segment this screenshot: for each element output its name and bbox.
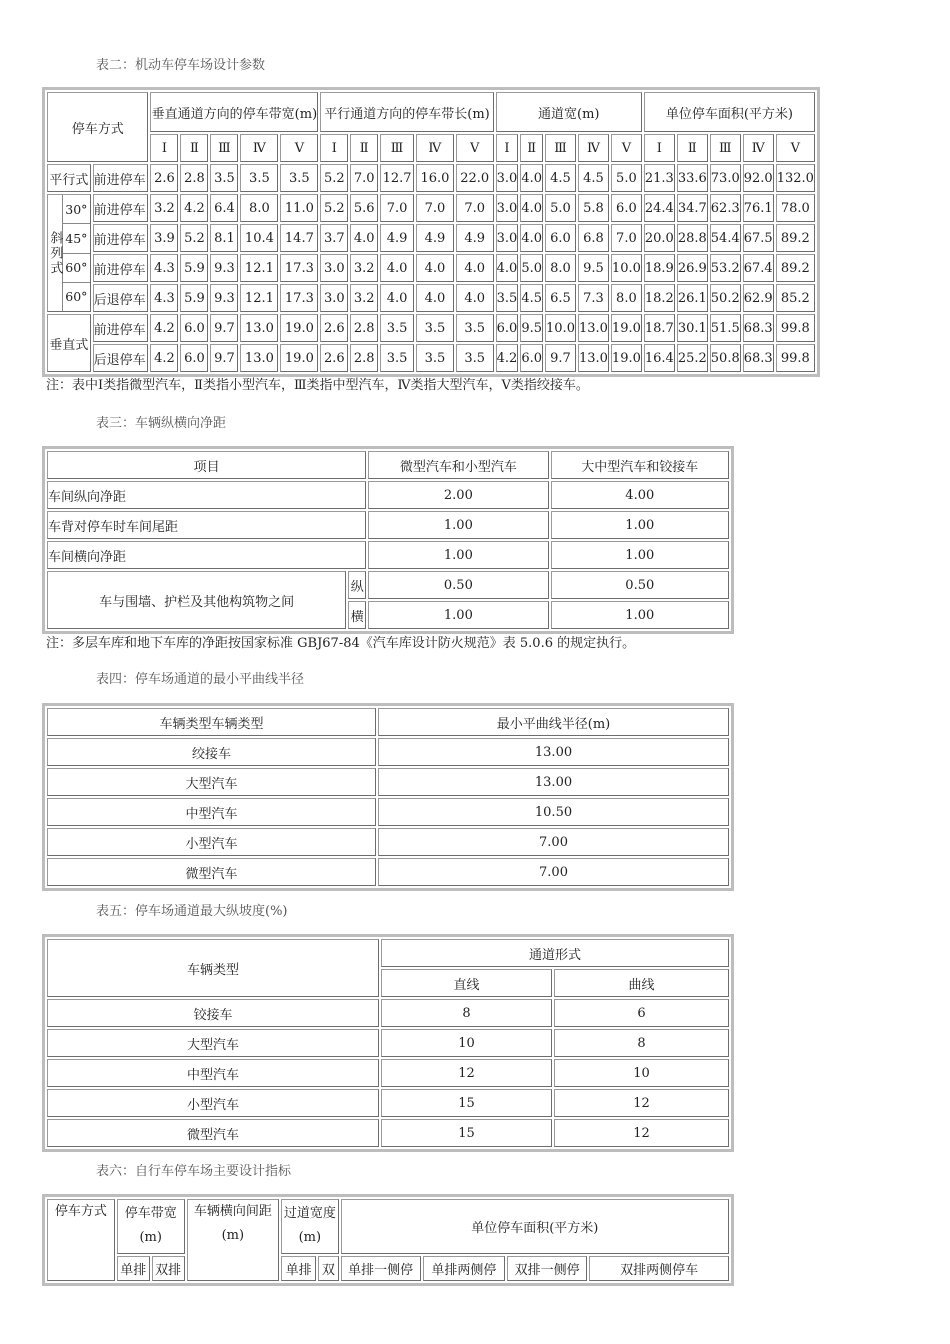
value-cell: 68.3 <box>743 344 774 372</box>
table5-caption: 表五：停车场通道最大纵坡度(%) <box>96 904 288 919</box>
parking-mode <box>93 344 149 372</box>
angle-label: 60° <box>65 289 88 305</box>
value-cell: 6.0 <box>520 344 543 372</box>
class-header: Ⅱ <box>677 134 708 162</box>
t6-sub-area: 双排两侧停车 <box>589 1256 729 1281</box>
t4-vehicle: 小型汽车 <box>47 828 376 856</box>
t5-header-curve: 曲线 <box>554 969 729 997</box>
table-row <box>47 194 815 222</box>
value-cell: 30.1 <box>677 314 708 342</box>
group-parallel: 平行式 <box>47 164 91 192</box>
t3-value-large: 1.00 <box>551 511 729 539</box>
t5-vehicle: 小型汽车 <box>47 1089 379 1117</box>
value-cell: 21.3 <box>644 164 675 192</box>
class-header: Ⅴ <box>280 134 318 162</box>
value-cell: 19.0 <box>280 344 318 372</box>
t4-vehicle: 微型汽车 <box>47 858 376 886</box>
class-header: Ⅱ <box>520 134 543 162</box>
value-cell: 12.1 <box>240 284 278 312</box>
table-row <box>47 254 815 282</box>
t6-sub-area: 单排一侧停 <box>341 1256 421 1281</box>
value-cell: 3.5 <box>380 344 414 372</box>
value-cell: 54.4 <box>710 224 741 252</box>
value-cell: 33.6 <box>677 164 708 192</box>
value-cell: 18.7 <box>644 314 675 342</box>
header-par-length: 平行通道方向的停车带长(m) <box>320 92 493 132</box>
table3-caption: 表三：车辆纵横向净距 <box>96 416 227 431</box>
value-cell: 2.6 <box>320 314 348 342</box>
t4-radius: 7.00 <box>378 828 729 856</box>
t3-sub-key: 横 <box>348 601 366 629</box>
t3-header-small: 微型汽车和小型汽车 <box>368 451 548 479</box>
value-cell: 4.0 <box>456 284 494 312</box>
value-cell: 19.0 <box>280 314 318 342</box>
value-cell: 19.0 <box>611 314 642 342</box>
value-cell: 7.0 <box>456 194 494 222</box>
value-cell: 6.0 <box>180 344 208 372</box>
value-cell: 3.2 <box>150 194 178 222</box>
value-cell: 16.4 <box>644 344 675 372</box>
parking-mode-label: 前进停车 <box>93 232 146 248</box>
value-cell: 92.0 <box>743 164 774 192</box>
t3-value-large: 4.00 <box>551 481 729 509</box>
value-cell: 4.0 <box>416 284 454 312</box>
value-cell: 6.0 <box>611 194 642 222</box>
value-cell: 50.8 <box>710 344 741 372</box>
value-cell: 3.0 <box>320 284 348 312</box>
vehicle-clearance-table <box>42 446 734 634</box>
group-oblique-label: 斜列式 <box>48 195 63 311</box>
t3-sub-key: 纵 <box>348 571 366 599</box>
t3-value-small: 1.00 <box>368 541 548 569</box>
t3-header-large: 大中型汽车和铰接车 <box>551 451 729 479</box>
class-header: Ⅲ <box>210 134 238 162</box>
value-cell: 3.5 <box>280 164 318 192</box>
t6-sub-area: 单排两侧停 <box>423 1256 505 1281</box>
class-header: Ⅳ <box>743 134 774 162</box>
t5-header-type: 车辆类型 <box>47 939 379 997</box>
value-cell: 51.5 <box>710 314 741 342</box>
table-row <box>47 858 729 886</box>
class-header: Ⅲ <box>545 134 576 162</box>
table-row <box>47 284 815 312</box>
value-cell: 3.5 <box>456 314 494 342</box>
parking-mode <box>93 164 149 192</box>
class-header: Ⅰ <box>644 134 675 162</box>
value-cell: 3.5 <box>456 344 494 372</box>
group-oblique <box>47 194 91 312</box>
t3-value-small: 2.00 <box>368 481 548 509</box>
value-cell: 18.9 <box>644 254 675 282</box>
value-cell: 3.0 <box>320 254 348 282</box>
table-row <box>47 344 815 372</box>
group-vertical: 垂直式 <box>47 314 91 372</box>
value-cell: 9.7 <box>210 344 238 372</box>
value-cell: 13.0 <box>240 344 278 372</box>
value-cell: 3.7 <box>320 224 348 252</box>
t4-radius: 13.00 <box>378 738 729 766</box>
value-cell: 4.0 <box>520 194 543 222</box>
max-slope-table <box>42 934 734 1152</box>
value-cell: 4.9 <box>380 224 414 252</box>
value-cell: 4.0 <box>520 164 543 192</box>
angle-label: 60° <box>63 254 90 283</box>
t6-header-width: 停车带宽(m) <box>117 1199 185 1254</box>
angle-label: 30° <box>63 195 90 224</box>
value-cell: 73.0 <box>710 164 741 192</box>
table-row <box>47 999 729 1027</box>
t5-header-group: 通道形式 <box>381 939 729 967</box>
value-cell: 85.2 <box>776 284 815 312</box>
parking-mode-label: 前进停车 <box>93 262 146 278</box>
table-row <box>47 224 815 252</box>
value-cell: 62.3 <box>710 194 741 222</box>
t5-straight: 15 <box>381 1089 552 1117</box>
value-cell: 26.9 <box>677 254 708 282</box>
value-cell: 4.0 <box>456 254 494 282</box>
value-cell: 62.9 <box>743 284 774 312</box>
value-cell: 4.3 <box>150 254 178 282</box>
value-cell: 3.2 <box>350 284 378 312</box>
parking-mode-label: 后退停车 <box>93 292 146 308</box>
value-cell: 67.4 <box>743 254 774 282</box>
value-cell: 7.3 <box>578 284 609 312</box>
value-cell: 13.0 <box>578 314 609 342</box>
t6-header-area: 单位停车面积(平方米) <box>341 1199 729 1254</box>
value-cell: 9.7 <box>210 314 238 342</box>
t5-straight: 12 <box>381 1059 552 1087</box>
value-cell: 12.1 <box>240 254 278 282</box>
table-row <box>47 511 729 539</box>
t4-vehicle: 中型汽车 <box>47 798 376 826</box>
t6-sub-aisle: 单排 <box>281 1256 316 1281</box>
value-cell: 16.0 <box>416 164 454 192</box>
value-cell: 9.7 <box>545 344 576 372</box>
value-cell: 4.0 <box>416 254 454 282</box>
parking-mode-label: 前进停车 <box>93 322 146 338</box>
table-row <box>47 768 729 796</box>
table-row <box>47 738 729 766</box>
value-cell: 4.5 <box>578 164 609 192</box>
class-header: Ⅴ <box>776 134 815 162</box>
table-row <box>47 481 729 509</box>
value-cell: 9.3 <box>210 284 238 312</box>
value-cell: 4.0 <box>496 254 519 282</box>
class-header: Ⅰ <box>320 134 348 162</box>
value-cell: 20.0 <box>644 224 675 252</box>
value-cell: 2.8 <box>180 164 208 192</box>
value-cell: 4.3 <box>150 284 178 312</box>
angle-label: 45° <box>63 224 90 253</box>
t6-sub-width: 双排 <box>152 1256 185 1281</box>
value-cell: 6.0 <box>496 314 519 342</box>
value-cell: 8.0 <box>240 194 278 222</box>
value-cell: 7.0 <box>350 164 378 192</box>
value-cell: 5.2 <box>320 164 348 192</box>
value-cell: 4.9 <box>416 224 454 252</box>
t6-sub-aisle: 双 <box>318 1256 339 1281</box>
value-cell: 5.6 <box>350 194 378 222</box>
t3-item: 车间横向净距 <box>47 541 366 569</box>
value-cell: 6.8 <box>578 224 609 252</box>
value-cell: 5.0 <box>545 194 576 222</box>
parking-mode <box>93 314 149 342</box>
class-header: Ⅲ <box>380 134 414 162</box>
bicycle-parking-table <box>42 1194 734 1286</box>
t4-radius: 7.00 <box>378 858 729 886</box>
value-cell: 4.2 <box>496 344 519 372</box>
parking-mode <box>93 254 149 282</box>
table4-caption: 表四：停车场通道的最小平曲线半径 <box>96 672 305 687</box>
value-cell: 26.1 <box>677 284 708 312</box>
value-cell: 4.0 <box>380 254 414 282</box>
value-cell: 78.0 <box>776 194 815 222</box>
value-cell: 3.5 <box>240 164 278 192</box>
value-cell: 89.2 <box>776 224 815 252</box>
value-cell: 4.5 <box>545 164 576 192</box>
value-cell: 3.5 <box>416 344 454 372</box>
header-perp-width: 垂直通道方向的停车带宽(m) <box>150 92 318 132</box>
class-header: Ⅳ <box>578 134 609 162</box>
value-cell: 76.1 <box>743 194 774 222</box>
t5-straight: 10 <box>381 1029 552 1057</box>
table-row <box>47 541 729 569</box>
t3-sub-a: 0.50 <box>368 571 548 599</box>
header-mode: 停车方式 <box>47 92 148 162</box>
value-cell: 3.5 <box>416 314 454 342</box>
t5-curve: 8 <box>554 1029 729 1057</box>
value-cell: 68.3 <box>743 314 774 342</box>
t6-header-aisle: 过道宽度(m) <box>281 1199 338 1254</box>
value-cell: 13.0 <box>578 344 609 372</box>
value-cell: 8.0 <box>545 254 576 282</box>
value-cell: 4.9 <box>456 224 494 252</box>
t5-vehicle: 微型汽车 <box>47 1119 379 1147</box>
value-cell: 14.7 <box>280 224 318 252</box>
table6-caption: 表六：自行车停车场主要设计指标 <box>96 1164 292 1179</box>
value-cell: 8.0 <box>611 284 642 312</box>
value-cell: 25.2 <box>677 344 708 372</box>
value-cell: 67.5 <box>743 224 774 252</box>
value-cell: 2.8 <box>350 314 378 342</box>
value-cell: 99.8 <box>776 314 815 342</box>
parking-mode <box>93 284 149 312</box>
value-cell: 11.0 <box>280 194 318 222</box>
t3-header-item: 项目 <box>47 451 366 479</box>
value-cell: 5.8 <box>578 194 609 222</box>
t5-curve: 6 <box>554 999 729 1027</box>
value-cell: 132.0 <box>776 164 815 192</box>
value-cell: 3.0 <box>496 194 519 222</box>
value-cell: 50.2 <box>710 284 741 312</box>
value-cell: 5.9 <box>180 284 208 312</box>
value-cell: 9.3 <box>210 254 238 282</box>
table-row <box>47 798 729 826</box>
t5-vehicle: 大型汽车 <box>47 1029 379 1057</box>
value-cell: 13.0 <box>240 314 278 342</box>
t4-vehicle: 绞接车 <box>47 738 376 766</box>
min-curve-radius-table <box>42 703 734 891</box>
value-cell: 4.0 <box>520 224 543 252</box>
value-cell: 2.6 <box>320 344 348 372</box>
t4-header-type: 车辆类型车辆类型 <box>47 708 376 736</box>
t3-value-large: 1.00 <box>551 541 729 569</box>
value-cell: 10.0 <box>545 314 576 342</box>
t3-value-small: 1.00 <box>368 511 548 539</box>
parking-design-table <box>42 87 820 377</box>
table-row <box>47 1089 729 1117</box>
value-cell: 24.4 <box>644 194 675 222</box>
class-header: Ⅳ <box>416 134 454 162</box>
table2-note: 注：表中Ⅰ类指微型汽车，Ⅱ类指小型汽车，Ⅲ类指中型汽车，Ⅳ类指大型汽车，Ⅴ类指绞接车。 <box>46 378 589 393</box>
class-header: Ⅴ <box>611 134 642 162</box>
value-cell: 4.2 <box>180 194 208 222</box>
value-cell: 7.0 <box>416 194 454 222</box>
value-cell: 5.9 <box>180 254 208 282</box>
table-row <box>47 1059 729 1087</box>
value-cell: 4.2 <box>150 314 178 342</box>
value-cell: 18.2 <box>644 284 675 312</box>
value-cell: 5.2 <box>180 224 208 252</box>
table-row <box>47 828 729 856</box>
t6-sub-width: 单排 <box>117 1256 150 1281</box>
t5-curve: 12 <box>554 1119 729 1147</box>
value-cell: 17.3 <box>280 254 318 282</box>
value-cell: 5.0 <box>520 254 543 282</box>
value-cell: 3.2 <box>350 254 378 282</box>
parking-mode-label: 前进停车 <box>93 202 146 218</box>
t3-item: 车背对停车时车间尾距 <box>47 511 366 539</box>
value-cell: 10.4 <box>240 224 278 252</box>
value-cell: 6.4 <box>210 194 238 222</box>
t3-sub-a: 1.00 <box>368 601 548 629</box>
t5-vehicle: 中型汽车 <box>47 1059 379 1087</box>
parking-mode <box>93 224 149 252</box>
value-cell: 5.2 <box>320 194 348 222</box>
value-cell: 6.5 <box>545 284 576 312</box>
value-cell: 7.0 <box>611 224 642 252</box>
value-cell: 53.2 <box>710 254 741 282</box>
value-cell: 5.0 <box>611 164 642 192</box>
t4-radius: 10.50 <box>378 798 729 826</box>
t5-straight: 15 <box>381 1119 552 1147</box>
value-cell: 3.5 <box>380 314 414 342</box>
parking-mode-label: 前进停车 <box>93 172 146 188</box>
t5-header-straight: 直线 <box>381 969 552 997</box>
table-row <box>47 164 815 192</box>
t6-header-mode: 停车方式 <box>47 1199 115 1281</box>
class-header: Ⅰ <box>150 134 178 162</box>
t6-header-spacing: 车辆横向间距(m) <box>187 1199 280 1281</box>
value-cell: 3.0 <box>496 224 519 252</box>
value-cell: 4.2 <box>150 344 178 372</box>
header-aisle-width: 通道宽(m) <box>496 92 642 132</box>
value-cell: 19.0 <box>611 344 642 372</box>
t3-wall-label: 车与围墙、护栏及其他构筑物之间 <box>47 571 346 629</box>
class-header: Ⅰ <box>496 134 519 162</box>
value-cell: 4.0 <box>350 224 378 252</box>
t3-sub-b: 1.00 <box>551 601 729 629</box>
value-cell: 34.7 <box>677 194 708 222</box>
t4-header-radius: 最小平曲线半径(m) <box>378 708 729 736</box>
value-cell: 6.0 <box>180 314 208 342</box>
value-cell: 2.6 <box>150 164 178 192</box>
parking-mode-label: 后退停车 <box>93 352 146 368</box>
value-cell: 3.0 <box>496 164 519 192</box>
value-cell: 12.7 <box>380 164 414 192</box>
parking-mode <box>93 194 149 222</box>
t5-straight: 8 <box>381 999 552 1027</box>
value-cell: 3.5 <box>496 284 519 312</box>
header-unit-area: 单位停车面积(平方米) <box>644 92 815 132</box>
t5-curve: 10 <box>554 1059 729 1087</box>
value-cell: 2.8 <box>350 344 378 372</box>
t4-radius: 13.00 <box>378 768 729 796</box>
value-cell: 28.8 <box>677 224 708 252</box>
table-row <box>47 314 815 342</box>
value-cell: 4.0 <box>380 284 414 312</box>
value-cell: 4.5 <box>520 284 543 312</box>
t6-sub-area: 双排一侧停 <box>507 1256 587 1281</box>
value-cell: 89.2 <box>776 254 815 282</box>
value-cell: 10.0 <box>611 254 642 282</box>
value-cell: 9.5 <box>520 314 543 342</box>
value-cell: 3.5 <box>210 164 238 192</box>
table3-note: 注：多层车库和地下车库的净距按国家标准 GBJ67-84《汽车库设计防火规范》表 5.0.6 的规定执行。 <box>46 636 636 651</box>
value-cell: 7.0 <box>380 194 414 222</box>
value-cell: 99.8 <box>776 344 815 372</box>
class-header: Ⅳ <box>240 134 278 162</box>
value-cell: 22.0 <box>456 164 494 192</box>
table-row <box>47 1119 729 1147</box>
value-cell: 17.3 <box>280 284 318 312</box>
class-header: Ⅴ <box>456 134 494 162</box>
t5-curve: 12 <box>554 1089 729 1117</box>
table-row <box>47 1029 729 1057</box>
value-cell: 6.0 <box>545 224 576 252</box>
t5-vehicle: 铰接车 <box>47 999 379 1027</box>
class-header: Ⅲ <box>710 134 741 162</box>
class-header: Ⅱ <box>180 134 208 162</box>
table2-caption: 表二：机动车停车场设计参数 <box>96 58 266 73</box>
t3-item: 车间纵向净距 <box>47 481 366 509</box>
class-header: Ⅱ <box>350 134 378 162</box>
value-cell: 8.1 <box>210 224 238 252</box>
t4-vehicle: 大型汽车 <box>47 768 376 796</box>
value-cell: 9.5 <box>578 254 609 282</box>
t3-sub-b: 0.50 <box>551 571 729 599</box>
value-cell: 3.9 <box>150 224 178 252</box>
